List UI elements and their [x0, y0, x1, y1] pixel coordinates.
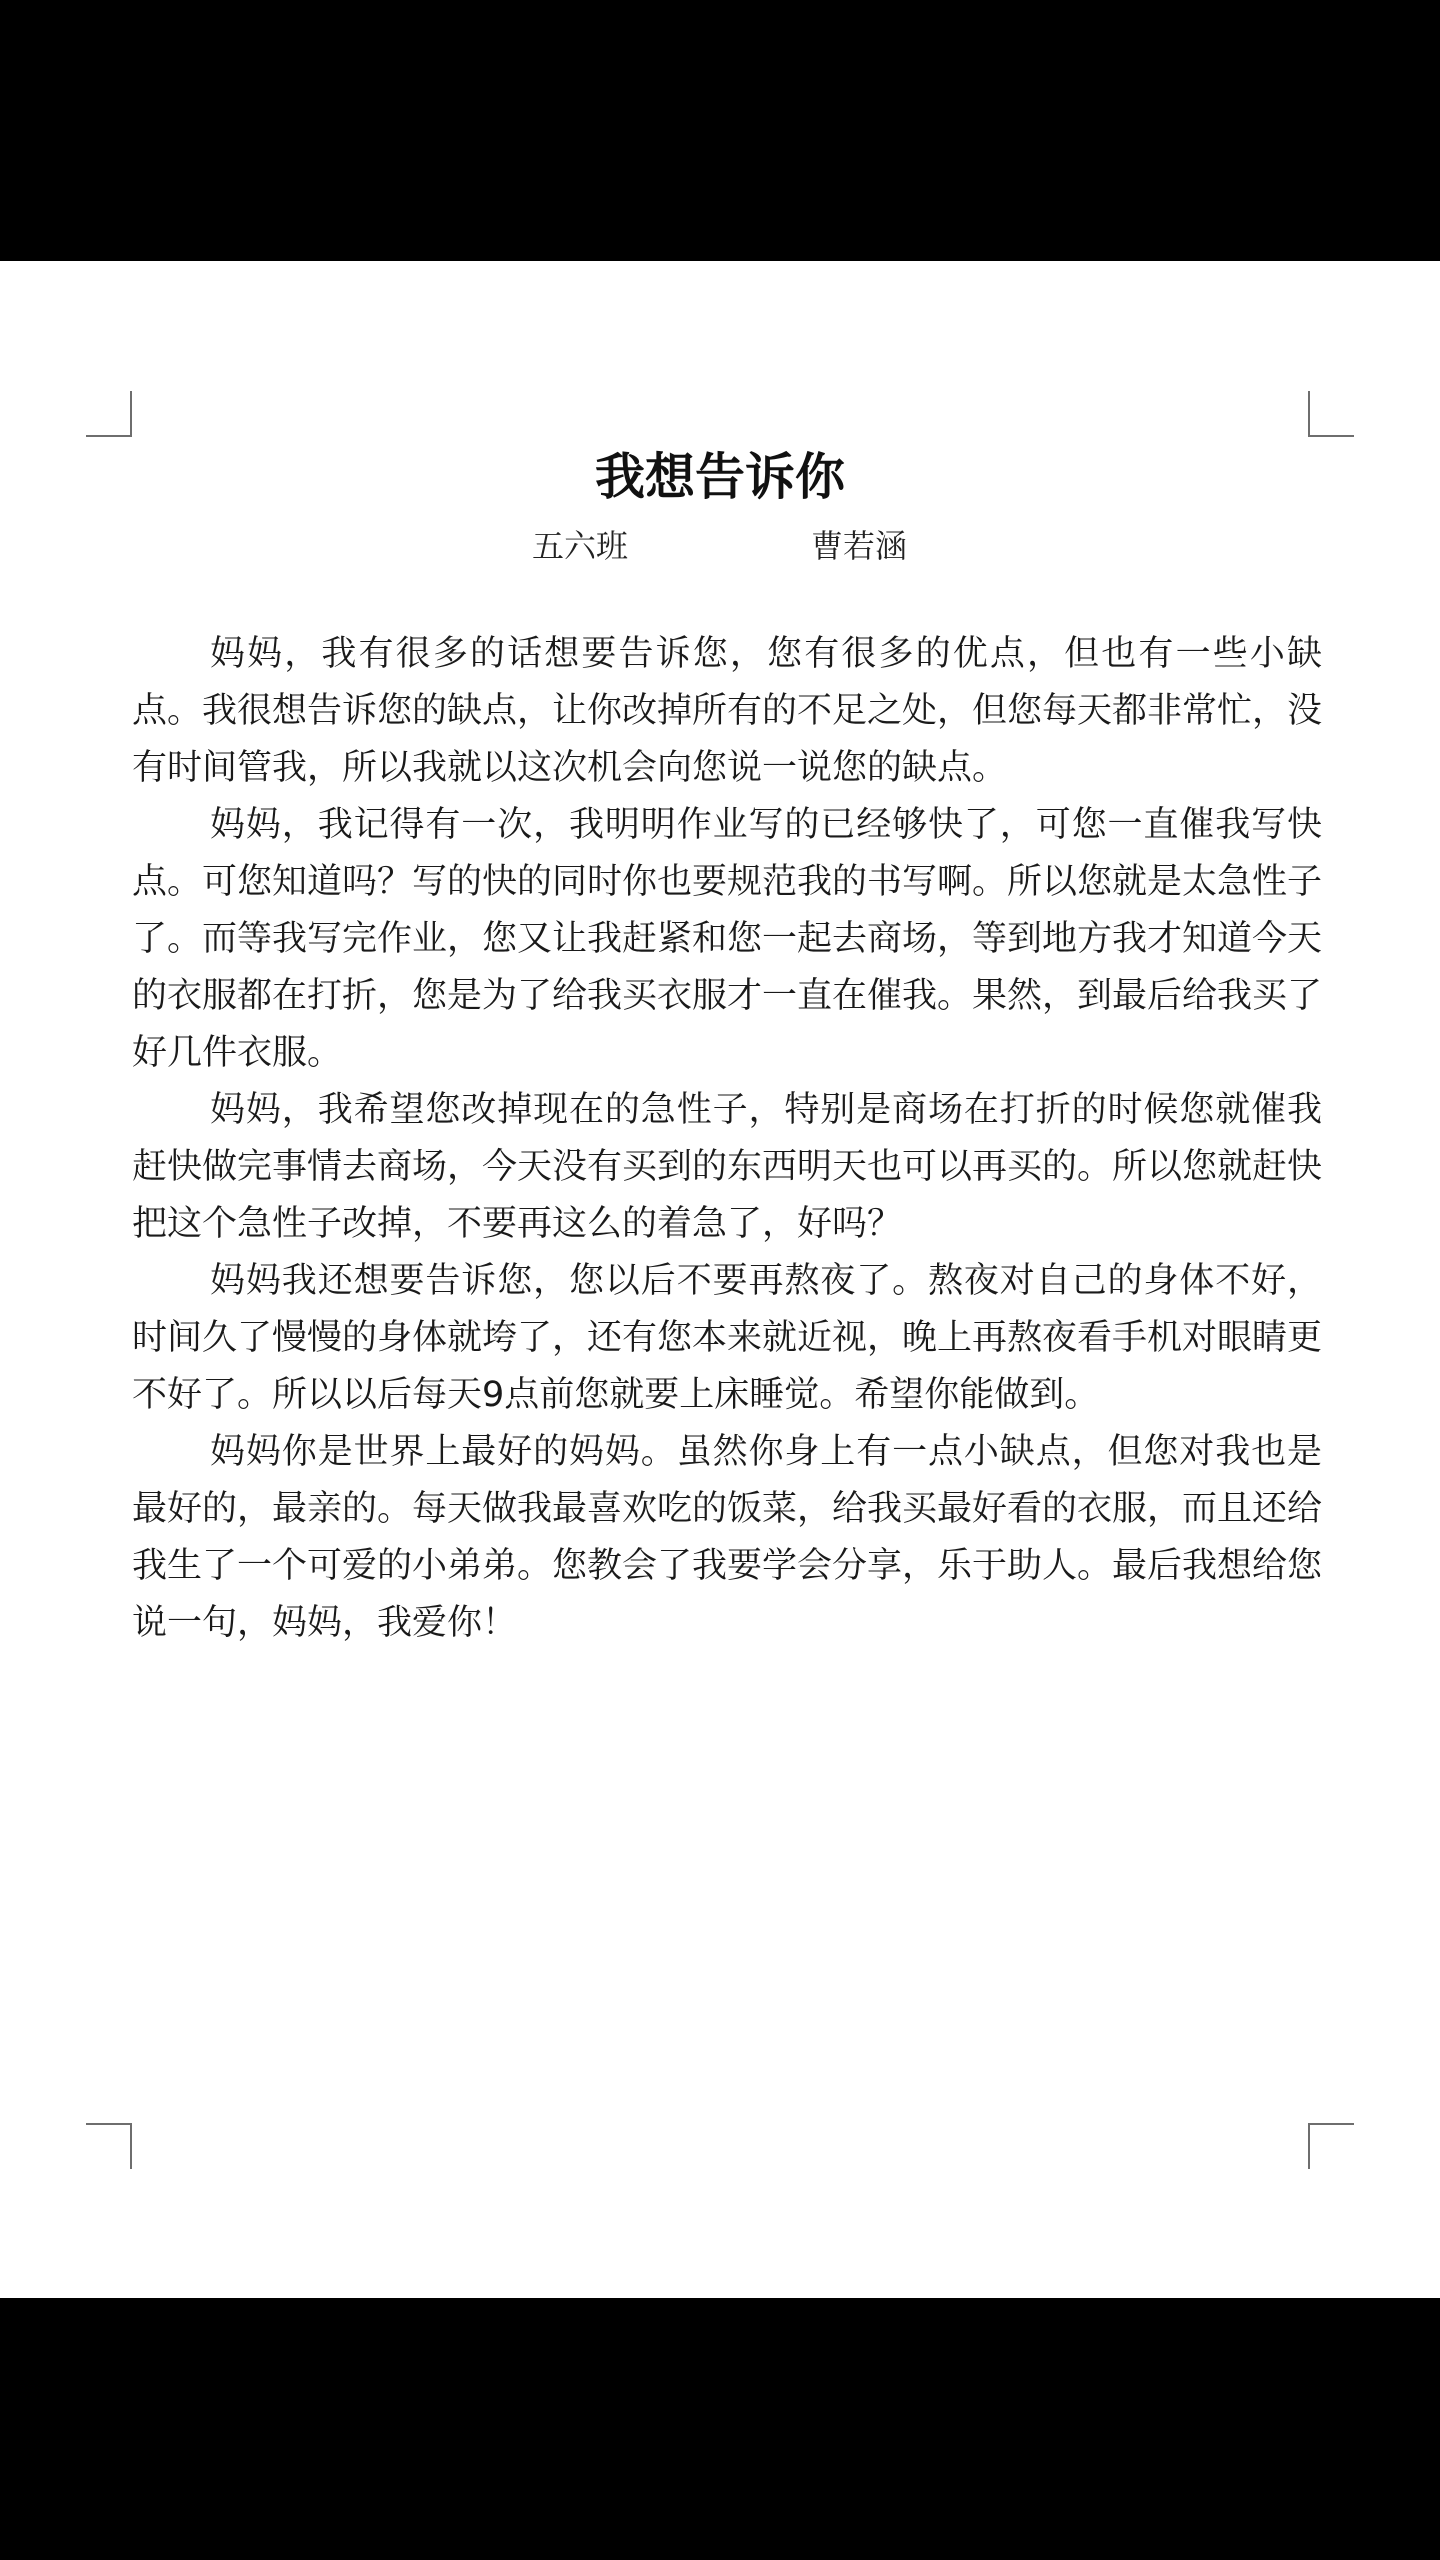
- class-name: 五六班: [532, 527, 629, 565]
- document-title: 我想告诉你: [595, 448, 845, 506]
- paragraph: 妈妈我还想要告诉您，您以后不要再熬夜了。熬夜对自己的身体不好，时间久了慢慢的身体就垮了，还有您本来就近视，晚上再熬夜看手机对眼睛更不好了。所以以后每天9点前您就要上床睡觉。希望你能做到。: [132, 1261, 1323, 1415]
- paragraph: 妈妈，我希望您改掉现在的急性子，特别是商场在打折的时候您就催我赶快做完事情去商场，今天没有买到的东西明天也可以再买的。所以您就赶快把这个急性子改掉，不要再这么的着急了，好吗？: [132, 1090, 1323, 1244]
- crop-mark-bottom-left: [86, 2123, 132, 2169]
- author-name: 曹若涵: [811, 527, 908, 565]
- paragraph: 妈妈，我记得有一次，我明明作业写的已经够快了，可您一直催我写快点。可您知道吗？写的快的同时你也要规范我的书写啊。所以您就是太急性子了。而等我写完作业，您又让我赶紧和您一起去商场，等到地方我才知道今天的衣服都在打折，您是为了给我买衣服才一直在催我。果然，到最后给我买了好几件衣服。: [132, 805, 1323, 1073]
- crop-mark-top-left: [86, 391, 132, 437]
- essay-body: [132, 626, 1322, 1652]
- paragraph: 妈妈，我有很多的话想要告诉您，您有很多的优点，但也有一些小缺点。我很想告诉您的缺点，让你改掉所有的不足之处，但您每天都非常忙，没有时间管我，所以我就以这次机会向您说一说您的缺点。: [132, 634, 1323, 788]
- crop-mark-bottom-right: [1308, 2123, 1354, 2169]
- paragraph: 妈妈你是世界上最好的妈妈。虽然你身上有一点小缺点，但您对我也是最好的，最亲的。每天做我最喜欢吃的饭菜，给我买最好看的衣服，而且还给我生了一个可爱的小弟弟。您教会了我要学会分享，乐于助人。最后我想给您说一句，妈妈，我爱你！: [132, 1432, 1323, 1643]
- crop-mark-top-right: [1308, 391, 1354, 437]
- document-page: [0, 261, 1440, 2298]
